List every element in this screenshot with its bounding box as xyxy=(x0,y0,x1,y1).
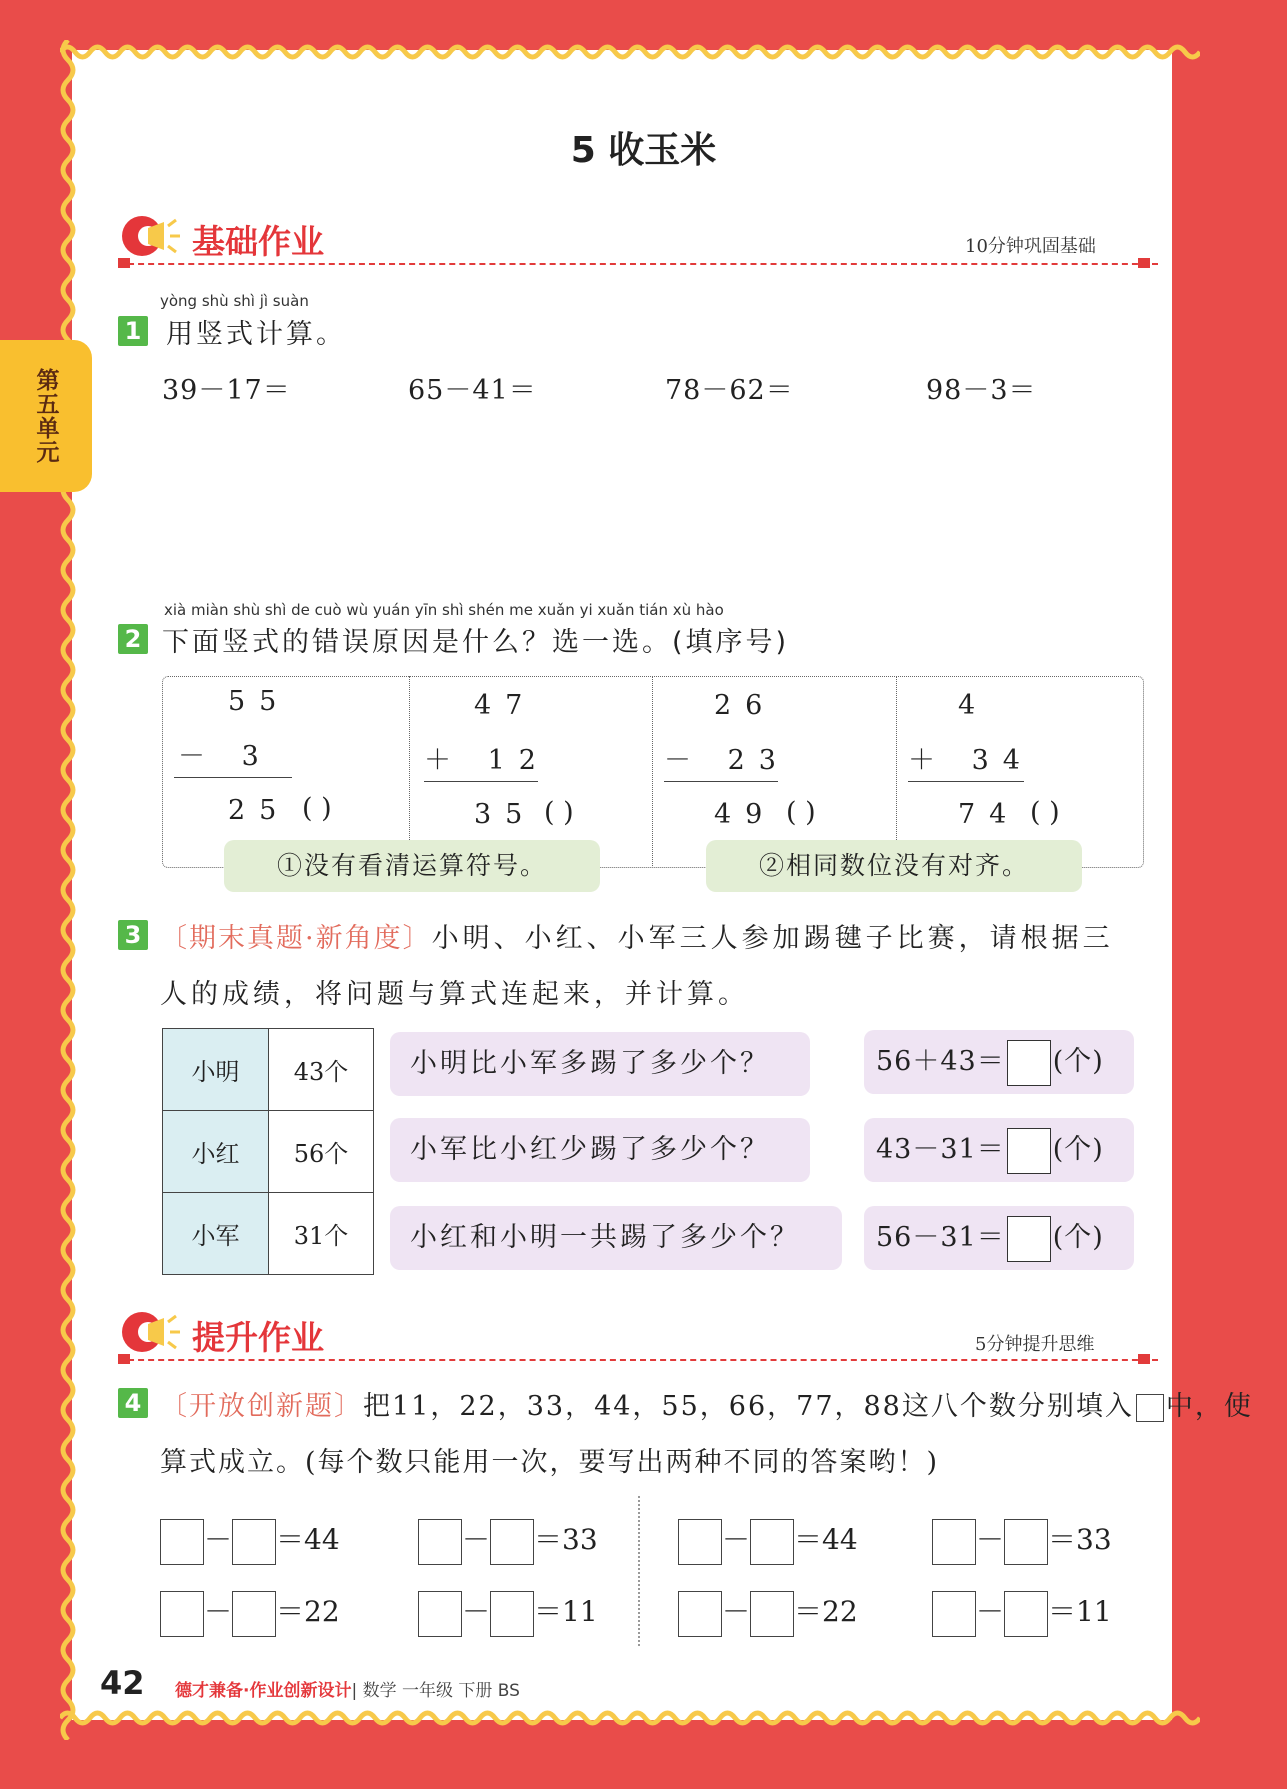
calc-top: 47 xyxy=(474,690,537,721)
equation-result: ＝44 xyxy=(794,1523,858,1556)
wavy-border-bottom xyxy=(60,1706,1200,1730)
question-pill[interactable]: 小红和小明一共踢了多少个？ xyxy=(390,1206,842,1270)
calc-line xyxy=(174,777,292,778)
box-separator xyxy=(652,676,653,866)
equation-result: ＝22 xyxy=(794,1595,858,1628)
section-subtitle-advanced: 5分钟提升思维 xyxy=(975,1334,1095,1355)
minus-sign: － xyxy=(722,1595,751,1628)
fill-equation xyxy=(678,1518,858,1565)
box-separator xyxy=(409,676,410,866)
minus-sign: － xyxy=(976,1595,1005,1628)
q1-expression[interactable]: 65－41＝ xyxy=(408,375,537,406)
fill-equation xyxy=(418,1518,598,1565)
equation-result: ＝11 xyxy=(534,1595,598,1628)
blank-box[interactable] xyxy=(1004,1591,1048,1637)
question-pill[interactable]: 小军比小红少踢了多少个？ xyxy=(390,1118,810,1182)
q2-prompt: 下面竖式的错误原因是什么？选一选。(填序号) xyxy=(162,627,790,658)
section-title-advanced: 提升作业 xyxy=(192,1318,324,1357)
calc-top: 55 xyxy=(228,686,291,717)
q1-prompt: 用竖式计算。 xyxy=(166,319,346,350)
page-title: 5 收玉米 xyxy=(570,130,717,171)
option-1: ①没有看清运算符号。 xyxy=(224,840,600,892)
question-number: 4 xyxy=(118,1388,148,1418)
fill-equation xyxy=(932,1518,1112,1565)
score-cell: 43个 xyxy=(269,1029,374,1111)
unit-text: (个) xyxy=(1052,1046,1104,1077)
divider-end xyxy=(1138,258,1150,268)
equation-pill[interactable] xyxy=(864,1118,1134,1182)
answer-box[interactable] xyxy=(1007,1216,1051,1262)
answer-box[interactable] xyxy=(1007,1040,1051,1086)
equation-result: ＝44 xyxy=(276,1523,340,1556)
table-row xyxy=(163,1193,374,1275)
fill-equation xyxy=(932,1590,1112,1637)
calc-result: 49 xyxy=(714,799,777,830)
wavy-border-top xyxy=(60,40,1200,64)
option-2: ②相同数位没有对齐。 xyxy=(706,840,1082,892)
square-symbol xyxy=(1136,1394,1164,1422)
section-title-basic: 基础作业 xyxy=(192,222,324,261)
equation-pill[interactable] xyxy=(864,1030,1134,1094)
blank-box[interactable] xyxy=(160,1519,204,1565)
fill-equation xyxy=(418,1590,598,1637)
calc-result: 25 xyxy=(228,795,291,826)
question-pill[interactable]: 小明比小军多踢了多少个？ xyxy=(390,1032,810,1096)
equation-result: ＝11 xyxy=(1048,1595,1112,1628)
equation-result: ＝33 xyxy=(534,1523,598,1556)
calc-operand: － 3 xyxy=(178,741,273,772)
blank-box[interactable] xyxy=(232,1591,276,1637)
section-divider xyxy=(118,263,1158,265)
answer-parens[interactable]: ( ) xyxy=(786,797,816,828)
blank-box[interactable] xyxy=(678,1591,722,1637)
minus-sign: － xyxy=(204,1595,233,1628)
blank-box[interactable] xyxy=(932,1591,976,1637)
question-number: 1 xyxy=(118,316,148,346)
q2-pinyin: xià miàn shù shì de cuò wù yuán yīn shì shén me xuǎn yi xuǎn tián xù hào xyxy=(164,601,724,619)
unit-tab[interactable]: 第五单元 xyxy=(0,340,92,492)
name-cell: 小明 xyxy=(163,1029,269,1111)
trumpet-icon xyxy=(118,208,182,264)
score-cell: 56个 xyxy=(269,1111,374,1193)
answer-parens[interactable]: ( ) xyxy=(1030,797,1060,828)
blank-box[interactable] xyxy=(490,1519,534,1565)
trumpet-icon xyxy=(118,1304,182,1360)
page-number: 42 xyxy=(100,1664,145,1702)
blank-box[interactable] xyxy=(1004,1519,1048,1565)
q4-tag: 〔开放创新题〕 xyxy=(160,1391,363,1422)
footer-info: | 数学 一年级 下册 BS xyxy=(351,1681,520,1701)
q4-prompt-line1-end: 中，使 xyxy=(1165,1391,1253,1422)
unit-text: (个) xyxy=(1052,1134,1104,1165)
minus-sign: － xyxy=(976,1523,1005,1556)
blank-box[interactable] xyxy=(232,1519,276,1565)
blank-box[interactable] xyxy=(418,1519,462,1565)
calc-result: 74 xyxy=(958,799,1021,830)
blank-box[interactable] xyxy=(750,1519,794,1565)
wavy-border-left xyxy=(56,40,80,1740)
calc-operand: － 23 xyxy=(664,745,790,776)
scissor-divider xyxy=(638,1496,640,1646)
q1-expression[interactable]: 98－3＝ xyxy=(926,375,1037,406)
minus-sign: － xyxy=(722,1523,751,1556)
fill-equation xyxy=(160,1518,340,1565)
question-number: 2 xyxy=(118,624,148,654)
blank-box[interactable] xyxy=(678,1519,722,1565)
divider-end xyxy=(1138,1354,1150,1364)
calc-top: 4 xyxy=(958,690,990,721)
footer-text xyxy=(175,1676,520,1701)
equation-pill[interactable] xyxy=(864,1206,1134,1270)
blank-box[interactable] xyxy=(750,1591,794,1637)
unit-text: (个) xyxy=(1052,1222,1104,1253)
equation-result: ＝33 xyxy=(1048,1523,1112,1556)
q1-pinyin: yòng shù shì jì suàn xyxy=(160,292,309,310)
calc-top: 26 xyxy=(714,690,777,721)
blank-box[interactable] xyxy=(490,1591,534,1637)
table-row xyxy=(163,1029,374,1111)
name-cell: 小军 xyxy=(163,1193,269,1275)
blank-box[interactable] xyxy=(418,1591,462,1637)
calc-result: 35 xyxy=(474,799,537,830)
minus-sign: － xyxy=(462,1595,491,1628)
answer-box[interactable] xyxy=(1007,1128,1051,1174)
calc-operand: ＋ 12 xyxy=(424,745,550,776)
minus-sign: － xyxy=(462,1523,491,1556)
answer-parens[interactable]: ( ) xyxy=(302,793,332,824)
q4-prompt-line1: 把11，22，33，44，55，66，77，88这八个数分别填入 xyxy=(363,1391,1134,1422)
answer-parens[interactable]: ( ) xyxy=(544,797,574,828)
divider-end xyxy=(118,1354,130,1364)
minus-sign: － xyxy=(204,1523,233,1556)
question-number: 3 xyxy=(118,920,148,950)
score-table xyxy=(162,1028,374,1275)
divider-end xyxy=(118,258,130,268)
equation-text: 56－31＝ xyxy=(876,1222,1005,1253)
calc-line xyxy=(424,781,538,782)
calc-line xyxy=(664,781,778,782)
fill-equation xyxy=(160,1590,340,1637)
table-row xyxy=(163,1111,374,1193)
equation-text: 56＋43＝ xyxy=(876,1046,1005,1077)
q4-prompt-line2: 算式成立。(每个数只能用一次，要写出两种不同的答案哟！) xyxy=(160,1447,940,1478)
section-subtitle-basic: 10分钟巩固基础 xyxy=(965,236,1096,257)
score-cell: 31个 xyxy=(269,1193,374,1275)
q3-tag: 〔期末真题·新角度〕 xyxy=(160,923,432,954)
blank-box[interactable] xyxy=(160,1591,204,1637)
q1-expression[interactable]: 78－62＝ xyxy=(665,375,794,406)
q1-expression[interactable]: 39－17＝ xyxy=(162,375,291,406)
fill-equation xyxy=(678,1590,858,1637)
section-divider xyxy=(118,1359,1158,1361)
box-separator xyxy=(896,676,897,866)
blank-box[interactable] xyxy=(932,1519,976,1565)
calc-operand: ＋ 34 xyxy=(908,745,1034,776)
name-cell: 小红 xyxy=(163,1111,269,1193)
footer-brand: 德才兼备·作业创新设计 xyxy=(175,1681,352,1701)
equation-result: ＝22 xyxy=(276,1595,340,1628)
equation-text: 43－31＝ xyxy=(876,1134,1005,1165)
q3-prompt-line2: 人的成绩，将问题与算式连起来，并计算。 xyxy=(160,979,749,1010)
q3-prompt-line1: 小明、小红、小军三人参加踢毽子比赛，请根据三 xyxy=(431,923,1114,954)
calc-line xyxy=(908,781,1024,782)
